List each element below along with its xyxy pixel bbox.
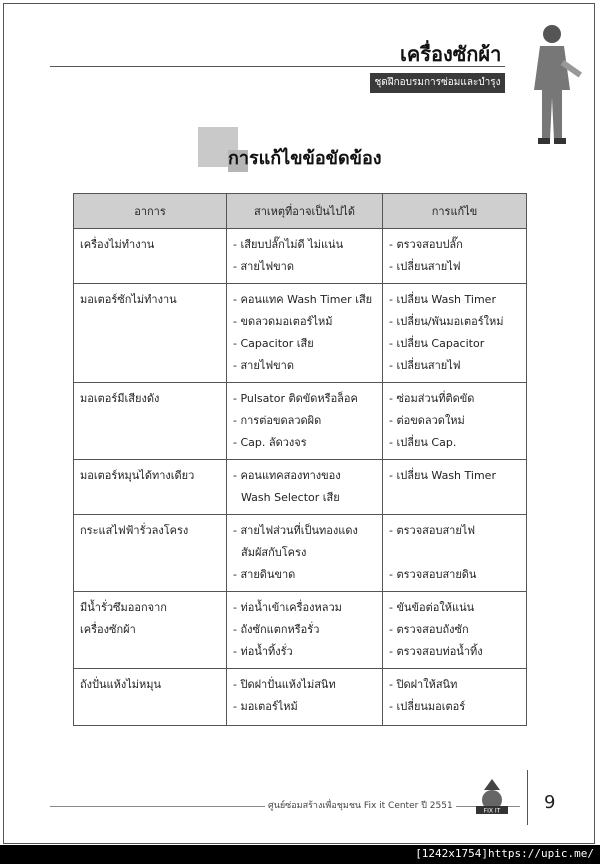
symptom-cell — [74, 229, 227, 284]
fix-line: - เปลี่ยน Wash Timer — [389, 293, 496, 306]
header-subtitle: ชุดฝึกอบรมการซ่อมและบำรุงรักษา — [370, 73, 505, 93]
symptom-line: กระแสไฟฟ้ารั่วลงโครง — [80, 524, 189, 537]
fix-line — [389, 542, 520, 564]
fix-line: - เปลี่ยน Capacitor — [389, 337, 485, 350]
cause-line: - คอนแทค Wash Timer เสีย — [233, 293, 373, 306]
cause-line: - คอนแทคสองทางของ — [233, 469, 341, 482]
cause-line: - Cap. ลัดวงจร — [233, 436, 307, 449]
table-row — [74, 229, 527, 284]
technician-figure-icon — [512, 20, 592, 150]
page-number-separator — [527, 770, 528, 825]
cause-cell — [227, 460, 383, 515]
symptom-cell — [74, 460, 227, 515]
cause-cell — [227, 229, 383, 284]
fix-cell — [383, 460, 527, 515]
fix-line: - เปลี่ยน Cap. — [389, 436, 457, 449]
cause-line: - ถังซักแตกหรือรั่ว — [233, 623, 320, 636]
fix-line: - ตรวจสอบปลั๊ก — [389, 238, 463, 251]
fix-cell — [383, 592, 527, 669]
cause-line: สัมผัสกับโครง — [241, 546, 307, 559]
fix-cell — [383, 383, 527, 460]
symptom-cell — [74, 515, 227, 592]
cause-line: - การต่อขดลวดผิด — [233, 414, 322, 427]
symptom-line: มอเตอร์หมุนได้ทางเดียว — [80, 469, 195, 482]
cause-line: - Pulsator ติดขัดหรือล็อค — [233, 392, 358, 405]
symptom-line: มอเตอร์มีเสียงดัง — [80, 392, 160, 405]
symptom-line: เครื่องซักผ้า — [80, 623, 136, 636]
page-title: เครื่องซักผ้า — [400, 42, 502, 66]
page-number: 9 — [544, 792, 556, 813]
cause-cell — [227, 669, 383, 726]
table-row — [74, 383, 527, 460]
fix-line: - ตรวจสอบถังซัก — [389, 623, 469, 636]
table-row — [74, 284, 527, 383]
table-header-row — [74, 194, 527, 229]
image-host-text: [1242x1754]https://upic.me/ — [415, 847, 594, 860]
fix-line: - เปลี่ยนมอเตอร์ — [389, 700, 466, 713]
header-fix: การแก้ไข — [383, 194, 527, 229]
cause-line: - สายไฟขาด — [233, 260, 294, 273]
symptom-cell — [74, 592, 227, 669]
cause-line: - สายไฟส่วนที่เป็นทองแดง — [233, 524, 358, 537]
symptom-line: มอเตอร์ซักไม่ทำงาน — [80, 293, 177, 306]
cause-line: - มอเตอร์ไหม้ — [233, 700, 298, 713]
symptom-line: มีน้ำรั่วซึมออกจาก — [80, 601, 167, 614]
fix-line: - ตรวจสอบท่อน้ำทิ้ง — [389, 645, 483, 658]
cause-line: - สายไฟขาด — [233, 359, 294, 372]
fix-line: - ขันข้อต่อให้แน่น — [389, 601, 475, 614]
footer-text: ศูนย์ซ่อมสร้างเพื่อชุมชน Fix it Center ปี 2551 — [265, 798, 456, 812]
fix-line: - ต่อขดลวดใหม่ — [389, 414, 465, 427]
header-rule — [50, 66, 505, 67]
symptom-line: เครื่องไม่ทำงาน — [80, 238, 155, 251]
section-title: การแก้ไขข้อขัดข้อง — [228, 148, 382, 169]
cause-line: Wash Selector เสีย — [241, 491, 340, 504]
cause-cell — [227, 284, 383, 383]
table-row — [74, 460, 527, 515]
cause-line: - ขดลวดมอเตอร์ไหม้ — [233, 315, 333, 328]
cause-cell — [227, 592, 383, 669]
fix-line: - เปลี่ยนสายไฟ — [389, 359, 461, 372]
cause-line: - สายดินขาด — [233, 568, 296, 581]
table-row — [74, 669, 527, 726]
fix-line: - ตรวจสอบสายไฟ — [389, 524, 476, 537]
logo-text: FIX IT — [483, 807, 501, 815]
header-symptom: อาการ — [74, 194, 227, 229]
table-row — [74, 515, 527, 592]
symptom-cell — [74, 383, 227, 460]
symptom-line: ถังปั่นแห้งไม่หมุน — [80, 678, 162, 691]
table-row — [74, 592, 527, 669]
header-cause: สาเหตุที่อาจเป็นไปได้ — [227, 194, 383, 229]
fix-line: - ซ่อมส่วนที่ติดขัด — [389, 392, 475, 405]
cause-cell — [227, 515, 383, 592]
fix-cell — [383, 669, 527, 726]
fix-cell — [383, 515, 527, 592]
symptom-cell — [74, 669, 227, 726]
cause-line: - Capacitor เสีย — [233, 337, 314, 350]
cause-line: - ปิดฝาปั่นแห้งไม่สนิท — [233, 678, 336, 691]
fix-line: - เปลี่ยนสายไฟ — [389, 260, 461, 273]
fix-line: - เปลี่ยน Wash Timer — [389, 469, 496, 482]
cause-line: - ท่อน้ำเข้าเครื่องหลวม — [233, 601, 342, 614]
troubleshooting-table — [73, 193, 527, 726]
symptom-cell — [74, 284, 227, 383]
cause-line: - เสียบปลั๊กไม่ดี ไม่แน่น — [233, 238, 344, 251]
fix-line: - เปลี่ยน/พันมอเตอร์ใหม่ — [389, 315, 504, 328]
fix-it-center-logo-icon — [470, 776, 514, 820]
fix-cell — [383, 229, 527, 284]
fix-cell — [383, 284, 527, 383]
cause-cell — [227, 383, 383, 460]
fix-line: - ปิดฝาให้สนิท — [389, 678, 458, 691]
fix-line: - ตรวจสอบสายดิน — [389, 568, 477, 581]
cause-line: - ท่อน้ำทิ้งรั่ว — [233, 645, 293, 658]
